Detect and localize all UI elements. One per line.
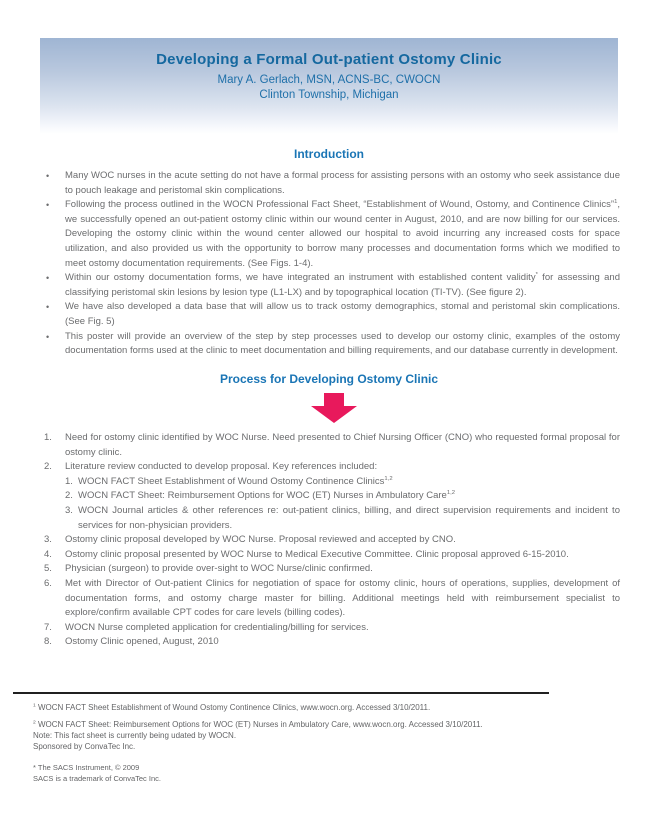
step-number: 3.: [44, 534, 52, 546]
bullet-marker: •: [46, 331, 50, 342]
down-arrow-icon: [311, 393, 357, 423]
process-step: [40, 577, 620, 621]
step-text: WOCN Nurse completed application for credentialing/billing for services.: [65, 621, 369, 633]
bullet-item: [40, 300, 620, 329]
sacs-line-1: * The SACS Instrument, © 2009: [33, 763, 140, 772]
footer: [33, 702, 608, 784]
step-number: 5.: [44, 563, 52, 575]
process-step-list: [40, 431, 620, 650]
superscript-ref: 1: [33, 703, 36, 709]
poster-location: Clinton Township, Michigan: [259, 89, 399, 101]
substep-text: WOCN FACT Sheet: Reimbursement Options for WOC (ET) Nurses in Ambulatory Care$^{1,2}$: [78, 490, 456, 502]
superscript-ref: 1,2: [446, 490, 456, 497]
bullet-item: [40, 169, 620, 198]
footnote: $^1$ WOCN FACT Sheet Establishment of Wound Ostomy Continence Clinics, www.wocn.org. Accessed 3/10/2011.: [33, 703, 431, 712]
process-substep: [65, 504, 620, 533]
step-text: Ostomy clinic proposal developed by WOC Nurse. Proposal reviewed and accepted by CNO.: [65, 534, 456, 546]
footnote: Note: This fact sheet is currently being udated by WOCN.: [33, 731, 237, 740]
process-step: [40, 431, 620, 460]
intro-bullet-list: [40, 169, 620, 359]
process-step: [40, 533, 620, 548]
step-number: 7.: [44, 621, 52, 633]
process-substep: [65, 475, 620, 490]
bullet-item: [40, 198, 620, 271]
bullet-marker: •: [46, 200, 50, 211]
bullet-item: [40, 271, 620, 300]
step-text: Ostomy Clinic opened, August, 2010: [65, 636, 219, 648]
process-heading: Process for Developing Ostomy Clinic: [219, 372, 439, 386]
substep-text: WOCN Journal articles & other references re: out-patient clinics, billing, and direct supervision requirements and incident to services for non-physician providers.: [78, 504, 620, 531]
bullet-marker: •: [46, 273, 50, 284]
bullet-text: Many WOC nurses in the acute setting do not have a formal process for assisting persons with an ostomy who seek assistance due to pouch leakage and peristomal skin complications.: [65, 170, 620, 196]
step-number: 6.: [44, 577, 52, 589]
bullet-item: [40, 330, 620, 359]
footer-rule: [13, 692, 549, 694]
step-text: Met with Director of Out-patient Clinics for negotiation of space for ostomy clinic, hours of operations, supplies, development of documentation forms, and ostomy charge master for billing. Additional meetings held with reimbursement specialist to explore/confirm available CPT codes for care levels (billing codes).: [65, 577, 620, 619]
step-number: 2.: [44, 461, 52, 473]
footnote: $^2$ WOCN FACT Sheet: Reimbursement Options for WOC (ET) Nurses in Ambulatory Care, www.wocn.org. Accessed 3/10/2011.: [33, 720, 483, 729]
bullet-text: Within our ostomy documentation forms, we have integrated an instrument with established content validity* for assessing and classifying peristomal skin lesions by lesion type (L1-LX) and by topographical location (TI-TV). (See figure 2).: [65, 272, 620, 298]
step-text: Need for ostomy clinic identified by WOC Nurse. Need presented to Chief Nursing Officer (CNO) who requested formal proposal for ostomy clinic.: [65, 432, 620, 458]
header-banner: [40, 38, 618, 134]
superscript-ref: 2: [33, 720, 36, 726]
sponsor-line: Sponsored by ConvaTec Inc.: [33, 742, 136, 751]
process-step: [40, 635, 620, 650]
substep-number: 2.: [65, 490, 73, 502]
superscript-ref: 1: [614, 199, 618, 206]
footnote-list: [33, 702, 608, 741]
sacs-block: [33, 763, 608, 784]
sacs-line-2: SACS is a trademark of ConvaTec Inc.: [33, 773, 161, 783]
bullet-marker: •: [46, 302, 50, 313]
step-number: 1.: [44, 432, 52, 443]
bullet-text: Following the process outlined in the WOCN Professional Fact Sheet, “Establishment of Wound, Ostomy, and Continence Clinics”$^1$, we successfully opened an out-patient ostomy clinic within our wound center in August, 2010, and are now billing for our services. Developing the ostomy clinic within the wound center allowed our hospital to avoid incurring any increased costs for space utilization, and also provided us with the opportunity to borrow many processes and documentation forms which we modified to meet ostomy documentation requirements. (See Figs. 1-4).: [65, 199, 620, 269]
bullet-marker: •: [46, 171, 50, 181]
step-text: Ostomy clinic proposal presented by WOC Nurse to Medical Executive Committee. Clinic proposal approved 6-15-2010.: [65, 548, 569, 560]
process-step: [40, 621, 620, 636]
process-step: [40, 460, 620, 533]
process-step: [40, 562, 620, 577]
process-step: [40, 548, 620, 563]
superscript-ref: *: [535, 272, 538, 278]
introduction-heading: Introduction: [294, 147, 364, 161]
process-substep: [65, 489, 620, 504]
step-text: Physician (surgeon) to provide over-sight to WOC Nurse/clinic confirmed.: [65, 563, 373, 575]
step-number: 8.: [44, 636, 52, 648]
poster-title: Developing a Formal Out-patient Ostomy Clinic: [156, 51, 502, 68]
substep-number: 3.: [65, 504, 73, 516]
poster-author: Mary A. Gerlach, MSN, ACNS-BC, CWOCN: [217, 74, 441, 86]
bullet-text: We have also developed a data base that will allow us to track ostomy demographics, stomal and peristomal skin complications. (See Fig. 5): [65, 301, 620, 327]
bullet-text: This poster will provide an overview of the step by step processes used to develop our ostomy clinic, examples of the ostomy documentation forms used at the clinic to meet documentation and billing requirements, and our database currently in development.: [65, 330, 620, 357]
step-number: 4.: [44, 548, 52, 560]
superscript-ref: 1,2: [384, 475, 393, 482]
substep-number: 1.: [65, 475, 73, 487]
substep-text: WOCN FACT Sheet Establishment of Wound Ostomy Continence Clinics$^{1,2}$: [78, 475, 393, 487]
step-text: Literature review conducted to develop proposal. Key references included: 1. WOCN FACT Sheet Establishment of Wound Ostomy Continence Clinics$^{1,2}$ 2. WOCN FACT Sheet: Reimbursement Options for WOC (ET) Nurses in Ambulatory Care$^{1,2}$ 3. WOCN Journal articles & other references re: out-patient clinics, billing, and direct supervision requirements and incident to services for non-physician providers.: [65, 460, 620, 533]
